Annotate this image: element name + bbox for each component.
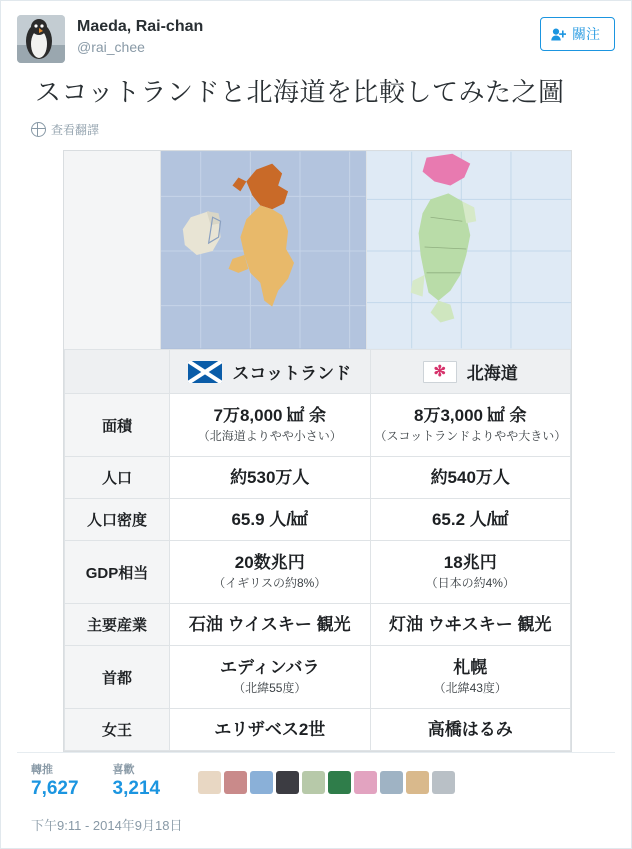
row-label: 女王 — [65, 709, 170, 751]
globe-icon — [31, 122, 46, 137]
value-sub: （北緯43度） — [433, 681, 507, 695]
facepile — [198, 771, 455, 794]
header-scotland-cell — [170, 350, 371, 394]
display-name[interactable]: Maeda, Rai-chan — [77, 18, 204, 35]
row-hokkaido-value — [370, 541, 571, 604]
facepile-avatar[interactable] — [224, 771, 247, 794]
penguin-avatar-icon — [17, 15, 65, 63]
person-add-icon — [551, 28, 566, 41]
facepile-avatar[interactable] — [432, 771, 455, 794]
facepile-avatar[interactable] — [328, 771, 351, 794]
facepile-avatar[interactable] — [198, 771, 221, 794]
map-row-label-cell — [64, 151, 161, 349]
value-sub: （日本の約4%） — [425, 576, 515, 590]
value-main: 20数兆円 — [234, 553, 305, 572]
value-main: 65.9 人/㎢ — [231, 509, 309, 529]
facepile-avatar[interactable] — [250, 771, 273, 794]
header-hokkaido-label: 北海道 — [466, 364, 518, 383]
value-main: 石油 ウイスキー 観光 — [188, 614, 351, 634]
table-row — [65, 457, 571, 499]
map-hokkaido-image — [367, 151, 572, 349]
row-hokkaido-value — [370, 709, 571, 751]
row-hokkaido-value — [370, 394, 571, 457]
tweet-media-infographic[interactable] — [63, 150, 572, 752]
facepile-avatar[interactable] — [406, 771, 429, 794]
facepile-avatar[interactable] — [354, 771, 377, 794]
follow-button[interactable] — [540, 17, 615, 51]
row-scotland-value — [170, 394, 371, 457]
value-main: エディンバラ — [220, 658, 320, 677]
avatar[interactable] — [17, 15, 65, 63]
value-main: 8万3,000 ㎢ 余 — [414, 406, 527, 425]
row-scotland-value — [170, 499, 371, 541]
header-label-cell — [65, 350, 170, 394]
row-hokkaido-value — [370, 457, 571, 499]
tweet-text: スコットランドと北海道を比較してみた之圖 — [35, 77, 565, 107]
like-stat[interactable] — [113, 763, 161, 801]
map-row — [64, 151, 571, 349]
table-row — [65, 541, 571, 604]
scotland-saltire-flag-icon — [188, 361, 222, 383]
row-hokkaido-value — [370, 646, 571, 709]
map-uk-image — [161, 151, 367, 349]
row-label: GDP相当 — [65, 541, 170, 604]
table-row — [65, 646, 571, 709]
user-handle[interactable]: @rai_chee — [77, 39, 145, 55]
retweet-label: 轉推 — [31, 764, 53, 776]
row-label: 首都 — [65, 646, 170, 709]
table-row — [65, 499, 571, 541]
table-row — [65, 604, 571, 646]
row-scotland-value — [170, 457, 371, 499]
value-main: 札幌 — [453, 658, 488, 677]
facepile-avatar[interactable] — [302, 771, 325, 794]
row-hokkaido-value — [370, 604, 571, 646]
hokkaido-flag-icon: ✻ — [423, 361, 457, 383]
header-scotland-label: スコットランド — [232, 364, 352, 383]
tweet-stats — [17, 752, 615, 809]
value-main: 65.2 人/㎢ — [431, 509, 509, 529]
row-scotland-value — [170, 709, 371, 751]
row-label: 人口密度 — [65, 499, 170, 541]
like-count: 3,214 — [112, 778, 161, 799]
row-label: 人口 — [65, 457, 170, 499]
value-main: 高橋はるみ — [427, 719, 513, 739]
value-sub: （スコットランドよりやや大きい） — [374, 429, 567, 443]
view-translation-button[interactable] — [1, 109, 631, 138]
value-main: 約530万人 — [230, 467, 310, 487]
like-label: 喜歡 — [112, 764, 135, 776]
facepile-avatar[interactable] — [380, 771, 403, 794]
comparison-table — [64, 349, 571, 751]
row-scotland-value — [170, 646, 371, 709]
table-row — [65, 394, 571, 457]
value-sub: （北緯55度） — [233, 681, 307, 695]
value-main: 約540万人 — [430, 467, 510, 487]
table-header-row — [65, 350, 571, 394]
table-row — [65, 709, 571, 751]
value-sub: （北海道よりやや小さい） — [197, 429, 342, 443]
value-main: 7万8,000 ㎢ 余 — [213, 406, 326, 425]
value-sub: （イギリスの約8%） — [213, 576, 327, 590]
user-name-block — [77, 15, 540, 56]
row-scotland-value — [170, 541, 371, 604]
retweet-stat[interactable] — [31, 763, 79, 801]
hokkaido-map-shape — [367, 151, 572, 349]
view-translation-label: 查看翻譯 — [51, 123, 100, 137]
tweet-header — [1, 1, 631, 63]
value-main: 灯油 ウヰスキー 観光 — [389, 614, 552, 634]
follow-button-label: 關注 — [572, 26, 600, 42]
row-label: 主要産業 — [65, 604, 170, 646]
row-label: 面積 — [65, 394, 170, 457]
tweet-timestamp[interactable]: 下午9:11 - 2014年9月18日 — [31, 818, 183, 833]
uk-map-shape — [161, 151, 366, 349]
facepile-avatar[interactable] — [276, 771, 299, 794]
value-main: 18兆円 — [443, 553, 497, 572]
value-main: エリザベス2世 — [214, 719, 326, 739]
row-hokkaido-value — [370, 499, 571, 541]
header-hokkaido-cell — [370, 350, 571, 394]
retweet-count: 7,627 — [31, 778, 79, 799]
row-scotland-value — [170, 604, 371, 646]
